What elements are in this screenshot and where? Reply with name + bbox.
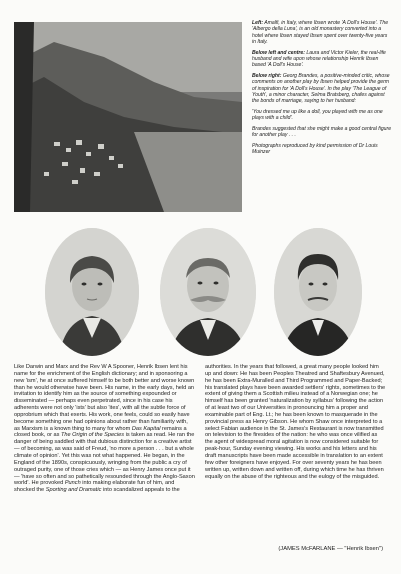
caption-left-label: Left: (252, 20, 264, 26)
source-credit: (JAMES McFARLANE — "Henrik Ibsen") (278, 546, 383, 552)
victor-kieler-portrait (160, 228, 256, 356)
title-das-kapital: Das Kapital (131, 425, 161, 432)
article-col2-text: authorities. In the years that followed, a great many people looked him up and down: He has been Peoples Theatred and Shaftesbury Avenued, he has been Extra-Muralled and Third Programmed and Paper-Backed; his translated plays have been awarded settlers' rights, sometimes to the extent of giving them a Scottish milieu instead of a Norwegian one; he himself has been granted 'naturalization by syllabus' following the action of at least two of our Universities in pronouncing him a proper and examinable part of Eng. Lt.; he has been known to masquerade in the provincial press as Henry Gibson. He whom Shaw once interpreted to a select Fabian audience in the St. James's Restaurant is now transmitted on television to the firesides of the nation: he who was once vilified as the agent of widespread moral agitation is now considered suitable for peak-hour, Sunday evening viewing. His works and his letters and his draft manuscripts have been made accessible in translation to an extent few other foreigners have enjoyed. For over seventy years he has been written up, written down and written off, during which time he has thriven equally on the abuse of the righteous and the eulogy of the misguided. (205, 364, 386, 480)
caption-right-text: Georg Brandes, a positive-minded critic, whose comments on another play by Ibsen helped provide the germ of inspiration for 'A Doll's House'. In the play 'The League of Youth', a minor character, Selma Bratsberg, chafes against the bonds of marriage, saying to her husband: (252, 72, 390, 105)
article-col1-part4: into making elaborate fun of him, and shocked the (14, 480, 175, 494)
article-col1-part5: into scandalized appeals to the (101, 487, 180, 494)
georg-brandes-portrait (274, 228, 362, 356)
victor-kieler-image (160, 228, 256, 356)
article-col1-part3: is taken as read. He ran the danger of being saddled with that dubious distinction for a creative artist — of becoming, as was said of Freud, 'no more a person . . . but a whole climate of opinion'. Yet this was not what happened. He began, in the England of the 1890s, conspicuously, wringing from the public a cry of outraged purity, one of those cries which — as Henry James once put it — 'have so often and so pathetically resounded through the Anglo-Saxon world'. He provoked (14, 432, 195, 487)
caption-centre (252, 50, 392, 69)
georg-brandes-image (274, 228, 362, 356)
laura-kieler-image (45, 228, 139, 356)
title-origin-of-species: The Origin of the Species (60, 432, 125, 439)
laura-kieler-portrait (45, 228, 139, 356)
caption-left-text: Amalfi, in Italy, where Ibsen wrote 'A Doll's House'. The 'Albergo della Luna', is an old monastery converted into a hotel where Ibsen stayed Ibsen spent over twenty-five years in Italy. (252, 20, 389, 46)
caption-right-label: Below right: (252, 72, 282, 79)
caption-quote: 'You dressed me up like a doll, you played with me as one plays with a child'. (252, 108, 383, 122)
caption-centre-text: Laura and Victor Kieler, the real-life husband and wife upon whose relationship Henrik Ibsen based 'A Doll's House'. (252, 49, 386, 69)
title-sporting-and-dramatic: Sporting and Dramatic (45, 487, 102, 494)
article-col1-part2: remains a closed book, or as (14, 425, 187, 439)
caption-centre-label: Below left and centre: (252, 49, 305, 56)
caption-suggestion: Brandes suggested that she might make a good central figure for another play . . . (252, 125, 392, 139)
amalfi-coast-image (14, 22, 242, 212)
amalfi-photo (14, 22, 242, 212)
article-column-1 (14, 364, 195, 494)
article-column-2 (205, 364, 386, 494)
caption-photo-credit: Photographs reproduced by kind permission of Dr Louis Muinzer (252, 142, 378, 155)
caption-left (252, 20, 392, 46)
caption-right (252, 73, 392, 105)
article-col1-part1: Like Darwin and Marx and the Rev W A Spooner, Henrik Ibsen lent his name for the enrichment of the English dictionary; and in sponsoring a new 'ism', he at once suffered himself to be both better and worse known than he would otherwise have been. His name, in the early days, held an invitation to identify him as the source of something expounded or disseminated — perhaps even perpetrated, since in his case his adherents were not only 'ists' but also 'ites', with all the subtle force of opprobrium which that exerts. His work, one feels, could so easily have become something one had opinions about rather than familiarity with, as Marxism is a known thing to many for whom (14, 364, 195, 432)
title-punch: Punch (64, 480, 81, 487)
article-body (14, 364, 386, 494)
caption-block (252, 20, 392, 159)
